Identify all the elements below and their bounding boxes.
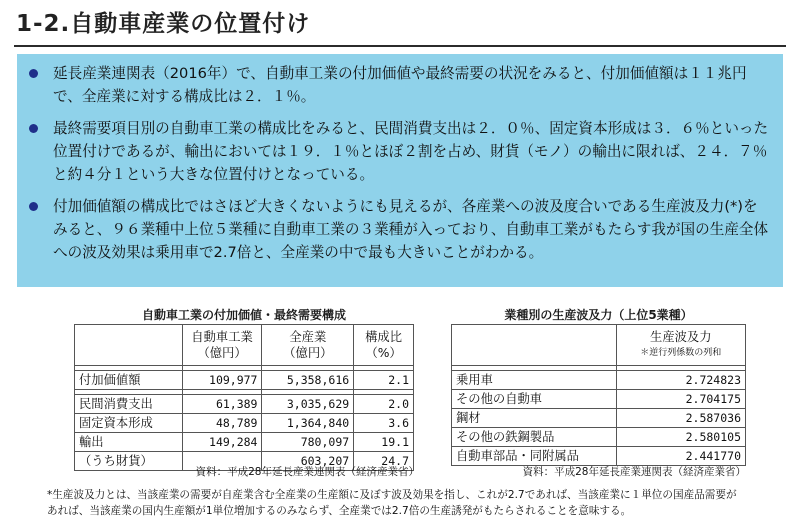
bullet-item — [27, 117, 769, 186]
bullet-dot-icon — [29, 124, 38, 133]
auto-value: 109,977 — [182, 371, 262, 390]
table-header-row — [452, 325, 746, 366]
table-row — [452, 447, 746, 466]
header-all: 全産業 （億円） — [262, 325, 354, 366]
ratio-value: 24.7 — [354, 452, 414, 471]
row-label: 輸出 — [75, 433, 183, 452]
table-row — [452, 409, 746, 428]
row-label: 鋼材 — [452, 409, 617, 428]
footnote: *生産波及力とは、当該産業の需要が自産業含む全産業の生産額に及ぼす波及効果を指し、これが2.7であれば、当該産業に１単位の国産品需要があれば、当該産業の国内生産額が1単位増加するのみならず、全産業では2.7倍の生産誘発がもたらされることを意味する。 — [47, 489, 737, 517]
ratio-value: 2.1 — [354, 371, 414, 390]
row-label: 民間消費支出 — [75, 395, 183, 414]
bullet-dot-icon — [29, 69, 38, 78]
table-row — [75, 395, 414, 414]
bullet-text: 延長産業連関表（2016年）で、自動車工業の付加価値や最終需要の状況をみると、付加価値額は１１兆円で、全産業に対する構成比は２．１％。 — [53, 65, 747, 105]
table-row — [452, 428, 746, 447]
ratio-value: 2.0 — [354, 395, 414, 414]
value-added-table — [74, 324, 414, 471]
ripple-value: 2.580105 — [616, 428, 745, 447]
table-row — [75, 433, 414, 452]
row-label: 付加価値額 — [75, 371, 183, 390]
ripple-value: 2.587036 — [616, 409, 745, 428]
header-ratio: 構成比 （%） — [354, 325, 414, 366]
row-label: 乗用車 — [452, 371, 617, 390]
ripple-effect-table — [451, 324, 746, 466]
auto-value: 61,389 — [182, 395, 262, 414]
row-label: （うち財貨） — [75, 452, 183, 471]
auto-value: 48,789 — [182, 414, 262, 433]
row-label: その他の自動車 — [452, 390, 617, 409]
all-value: 1,364,840 — [262, 414, 354, 433]
row-label: 固定資本形成 — [75, 414, 183, 433]
bullet-text: 付加価値額の構成比ではさほど大きくないようにも見えるが、各産業への波及度合いである生産波及力(*)をみると、９６業種中上位５業種に自動車工業の３業種が入っており、自動車工業がもたらす我が国の生産全体への波及効果は乗用車で2.7倍と、全産業の中で最も大きいことがわかる。 — [53, 198, 769, 261]
header-blank — [452, 325, 617, 366]
all-value: 3,035,629 — [262, 395, 354, 414]
ripple-value: 2.704175 — [616, 390, 745, 409]
header-auto: 自動車工業 （億円） — [182, 325, 262, 366]
table-row — [452, 390, 746, 409]
row-label: 自動車部品・同附属品 — [452, 447, 617, 466]
all-value: 780,097 — [262, 433, 354, 452]
row-label: その他の鉄鋼製品 — [452, 428, 617, 447]
header-ripple: 生産波及力 ＊逆行列係数の列和 — [616, 325, 745, 366]
all-value: 5,358,616 — [262, 371, 354, 390]
ripple-value: 2.441770 — [616, 447, 745, 466]
ripple-value: 2.724823 — [616, 371, 745, 390]
all-value: 603,207 — [262, 452, 354, 471]
left-table-source: 資料：平成28年延長産業連関表（経済産業省） — [195, 466, 419, 478]
bullet-dot-icon — [29, 202, 38, 211]
right-table-caption: 業種別の生産波及力（上位5業種） — [504, 308, 693, 322]
bullet-item — [27, 62, 769, 108]
left-table-caption: 自動車工業の付加価値・最終需要構成 — [141, 308, 346, 322]
page-title: 1-2.自動車産業の位置付け — [16, 11, 311, 37]
table-row — [75, 371, 414, 390]
right-table-source: 資料：平成28年延長産業連関表（経済産業省） — [522, 466, 746, 478]
ratio-value: 3.6 — [354, 414, 414, 433]
title-underline — [14, 45, 786, 47]
bullet-item — [27, 195, 769, 264]
table-row — [75, 414, 414, 433]
table-row — [452, 371, 746, 390]
auto-value: 149,284 — [182, 433, 262, 452]
bullet-text: 最終需要項目別の自動車工業の構成比をみると、民間消費支出は２．０％、固定資本形成は３．６％といった位置付けであるが、輸出においては１９．１％とほぼ２割を占め、財貨（モノ）の輸出に限れば、２４．７％と約４分１という大きな位置付けとなっている。 — [53, 120, 769, 183]
header-blank — [75, 325, 183, 366]
ratio-value: 19.1 — [354, 433, 414, 452]
summary-box — [17, 54, 783, 287]
table-header-row — [75, 325, 414, 366]
